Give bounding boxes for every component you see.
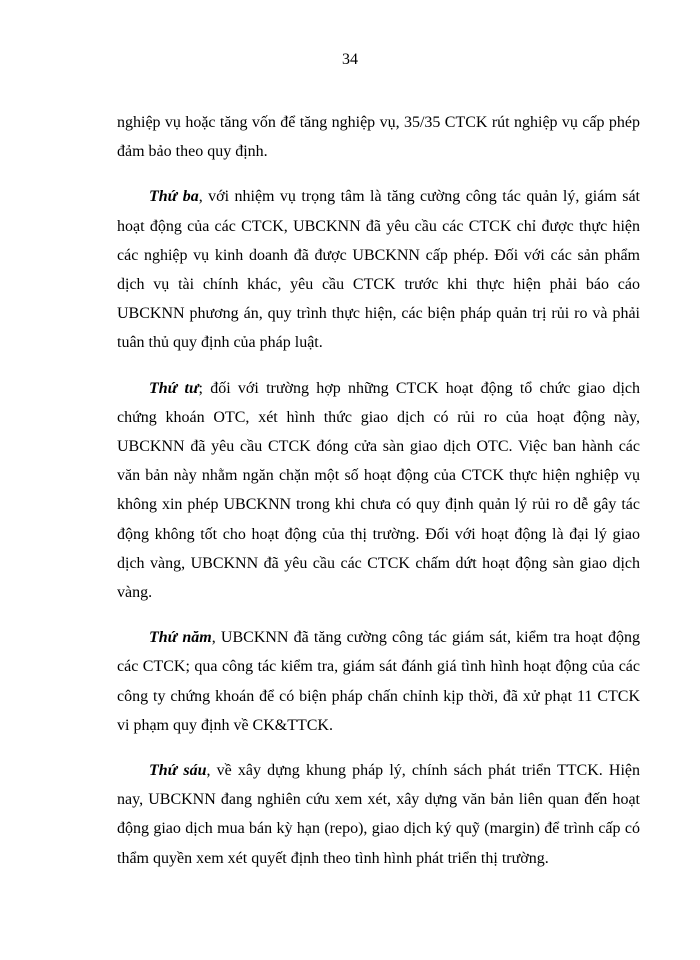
paragraph-lead: Thứ năm xyxy=(149,629,212,647)
paragraph-thu-sau xyxy=(117,756,640,873)
paragraph-text: ; đối với trường hợp những CTCK hoạt động tổ chức giao dịch chứng khoán OTC, xét hình thức giao dịch có rủi ro của hoạt động này, UBCKNN đã yêu cầu CTCK đóng cửa sàn giao dịch OTC. Việc ban hành các văn bản này nhằm ngăn chặn một số hoạt động của CTCK thực hiện nghiệp vụ không xin phép UBCKNN trong khi chưa có quy định quản lý rủi ro dễ gây tác động không tốt cho hoạt động của thị trường. Đối với hoạt động là đại lý giao dịch vàng, UBCKNN đã yêu cầu các CTCK chấm dứt hoạt động sàn giao dịch vàng. xyxy=(117,379,641,602)
paragraph-continuation xyxy=(117,108,640,166)
body-text xyxy=(117,108,640,889)
paragraph-lead: Thứ tư xyxy=(149,379,199,397)
paragraph-thu-ba xyxy=(117,182,640,357)
paragraph-lead: Thứ ba xyxy=(149,188,199,206)
paragraph-text: , về xây dựng khung pháp lý, chính sách phát triển TTCK. Hiện nay, UBCKNN đang nghiên cứu xem xét, xây dựng văn bản liên quan đến hoạt động giao dịch mua bán kỳ hạn (repo), giao dịch ký quỹ (margin) để trình cấp có thẩm quyền xem xét quyết định theo tình hình phát triển thị trường. xyxy=(117,762,640,867)
paragraph-text: nghiệp vụ hoặc tăng vốn để tăng nghiệp vụ, 35/35 CTCK rút nghiệp vụ cấp phép đảm bảo theo quy định. xyxy=(117,114,640,161)
paragraph-thu-tu xyxy=(117,374,640,608)
paragraph-text: , UBCKNN đã tăng cường công tác giám sát, kiểm tra hoạt động các CTCK; qua công tác kiểm tra, giám sát đánh giá tình hình hoạt động của các công ty chứng khoán để có biện pháp chấn chỉnh kịp thời, đã xử phạt 11 CTCK vi phạm quy định về CK&TTCK. xyxy=(117,629,641,734)
paragraph-lead: Thứ sáu xyxy=(149,762,207,780)
paragraph-text: , với nhiệm vụ trọng tâm là tăng cường công tác quản lý, giám sát hoạt động của các CTCK, UBCKNN đã yêu cầu các CTCK chỉ được thực hiện các nghiệp vụ kinh doanh đã được UBCKNN cấp phép. Đối với các sản phẩm dịch vụ tài chính khác, yêu cầu CTCK trước khi thực hiện phải báo cáo UBCKNN phương án, quy trình thực hiện, các biện pháp quản trị rủi ro và phải tuân thủ quy định của pháp luật. xyxy=(117,188,640,352)
paragraph-thu-nam xyxy=(117,623,640,740)
page-number: 34 xyxy=(342,51,358,68)
